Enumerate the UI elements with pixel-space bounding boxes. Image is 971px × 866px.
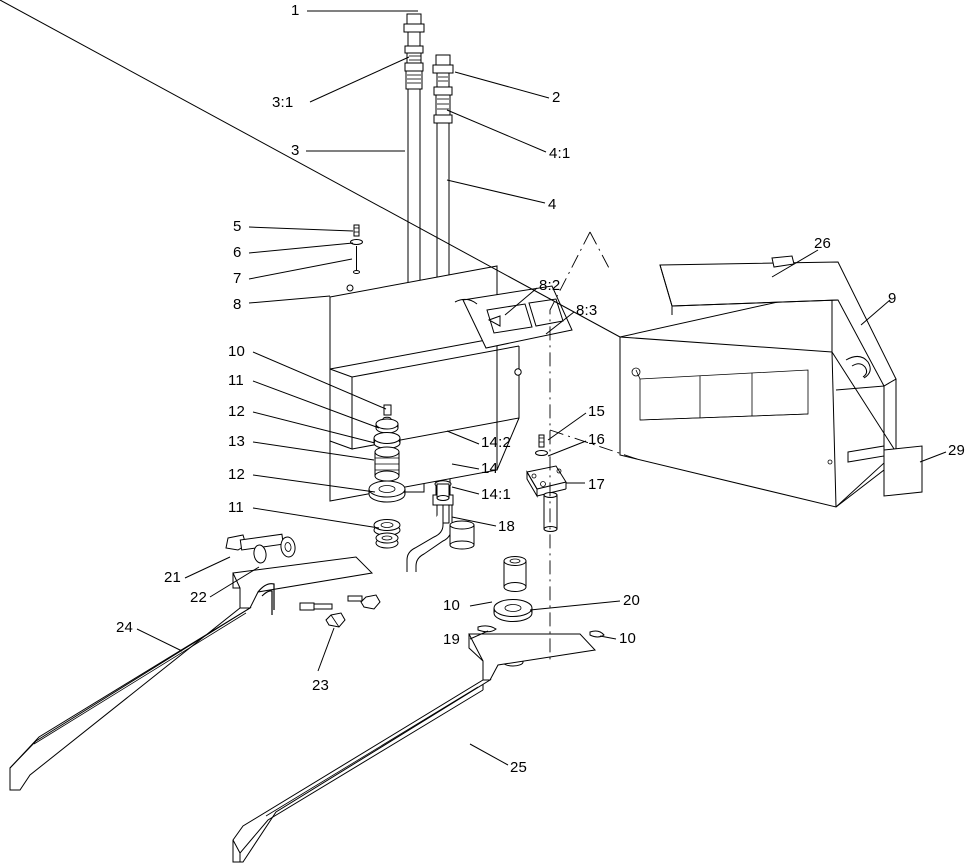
callout-4-1: 4:1: [549, 145, 571, 162]
callout-14-2: 14:2: [481, 434, 511, 451]
callout-16: 16: [588, 431, 606, 448]
callout-12-b: 12: [228, 466, 246, 483]
fittings-14-18: [407, 481, 474, 572]
bracket-15-16-17: [527, 435, 566, 532]
callout-6: 6: [233, 244, 242, 261]
callout-19: 19: [443, 631, 461, 648]
fasteners-5-6-7: [351, 225, 363, 274]
callout-24: 24: [116, 619, 134, 636]
callout-5: 5: [233, 218, 242, 235]
callout-21: 21: [164, 569, 182, 586]
callout-9: 9: [888, 290, 897, 307]
callout-8-3: 8:3: [576, 302, 598, 319]
callout-3-1: 3:1: [272, 94, 294, 111]
callout-10-b: 10: [443, 597, 461, 614]
callout-20: 20: [623, 592, 641, 609]
callout-10-a: 10: [228, 343, 246, 360]
callout-22: 22: [190, 589, 208, 606]
callout-8: 8: [233, 296, 242, 313]
callout-29: 29: [948, 442, 966, 459]
callout-4: 4: [548, 196, 557, 213]
callout-13: 13: [228, 433, 246, 450]
valve-block-8: [330, 266, 572, 501]
callout-14: 14: [481, 460, 499, 477]
callout-17: 17: [588, 476, 606, 493]
callout-12-a: 12: [228, 403, 246, 420]
callout-14-1: 14:1: [481, 486, 511, 503]
blade-25: [233, 631, 595, 862]
callout-1: 1: [291, 2, 300, 19]
callout-10-c: 10: [619, 630, 637, 647]
callout-7: 7: [233, 270, 242, 287]
callout-15: 15: [588, 403, 606, 420]
callout-3: 3: [291, 142, 300, 159]
callout-2: 2: [552, 89, 561, 106]
callout-8-2: 8:2: [539, 277, 561, 294]
callout-26: 26: [814, 235, 832, 252]
callout-25: 25: [510, 759, 528, 776]
callout-23: 23: [312, 677, 330, 694]
callout-11-b: 11: [228, 499, 244, 516]
callout-11-a: 11: [228, 372, 244, 389]
bolt-21-22: [226, 534, 296, 564]
callout-18: 18: [498, 518, 516, 535]
